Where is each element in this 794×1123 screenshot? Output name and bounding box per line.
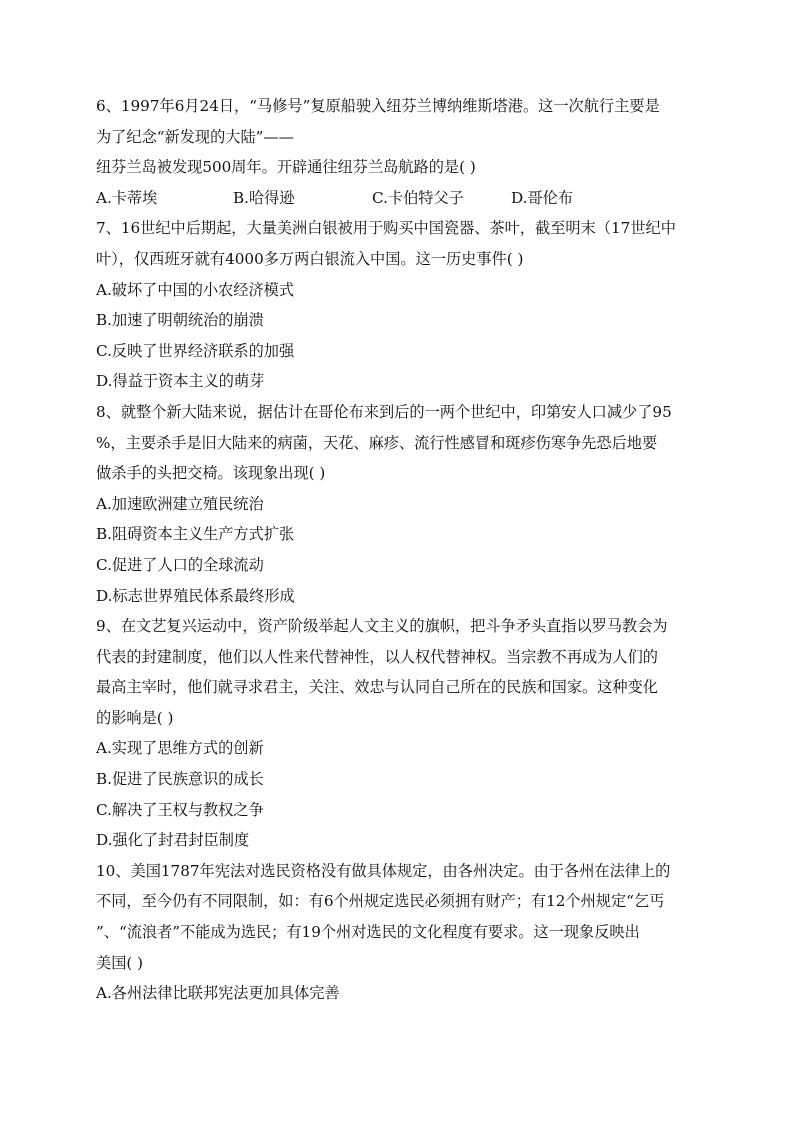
option-a: A.加速欧洲建立殖民统治 xyxy=(96,494,264,513)
option-a: A.卡蒂埃 xyxy=(96,188,158,207)
question-stem-line: ”、“流浪者”不能成为选民；有19个州对选民的文化程度有要求。这一现象反映出 xyxy=(96,923,640,942)
option-b: B.促进了民族意识的成长 xyxy=(96,770,264,789)
question-stem-line: 不同，至今仍有不同限制，如：有6个州规定选民必须拥有财产；有12个州规定“乞丐 xyxy=(96,892,665,911)
question-stem-line: %，主要杀手是旧大陆来的病菌，天花、麻疹、流行性感冒和斑疹伤寒争先恐后地要 xyxy=(96,433,658,452)
question-list xyxy=(96,91,706,1009)
option-a: A.实现了思维方式的创新 xyxy=(96,739,264,758)
option-c: C.卡伯特父子 xyxy=(372,188,464,207)
option-c: C.促进了人口的全球流动 xyxy=(96,555,264,574)
question-stem-line: 7、16世纪中后期起，大量美洲白银被用于购买中国瓷器、茶叶，截至明末（17世纪中 xyxy=(96,219,676,238)
option-a: A.各州法律比联邦宪法更加具体完善 xyxy=(96,984,340,1003)
question-stem-line: 纽芬兰岛被发现500周年。开辟通往纽芬兰岛航路的是( ) xyxy=(96,158,476,177)
option-a: A.破坏了中国的小农经济模式 xyxy=(96,280,295,299)
question-stem-line: 10、美国1787年宪法对选民资格没有做具体规定，由各州决定。由于各州在法律上的 xyxy=(96,861,671,880)
option-b: B.加速了明朝统治的崩溃 xyxy=(96,311,264,330)
option-b: B.哈得逊 xyxy=(233,188,295,207)
question-stem-line: 6、1997年6月24日，“马修号”复原船驶入纽芬兰博纳维斯塔港。这一次航行主要是 xyxy=(96,97,660,115)
question-stem-line: 的影响是( ) xyxy=(96,708,174,727)
question-10 xyxy=(96,856,706,1009)
option-d: D.强化了封君封臣制度 xyxy=(96,831,250,850)
option-c: C.反映了世界经济联系的加强 xyxy=(96,341,295,360)
question-stem-line: 叶），仅西班牙就有4000多万两白银流入中国。这一历史事件( ) xyxy=(96,249,524,268)
question-7 xyxy=(96,213,706,397)
option-d: D.标志世界殖民体系最终形成 xyxy=(96,586,295,605)
option-c: C.解决了王权与教权之争 xyxy=(96,800,264,819)
option-row xyxy=(96,183,706,214)
question-stem-line: 为了纪念“新发现的大陆”—— xyxy=(96,127,294,146)
question-stem-line: 最高主宰时，他们就寻求君主，关注、效忠与认同自己所在的民族和国家。这种变化 xyxy=(96,678,658,697)
option-b: B.阻碍资本主义生产方式扩张 xyxy=(96,525,295,544)
option-d: D.得益于资本主义的萌芽 xyxy=(96,372,265,391)
question-6 xyxy=(96,91,706,213)
question-8 xyxy=(96,397,706,611)
question-stem-line: 代表的封建制度，他们以人性来代替神性，以人权代替神权。当宗教不再成为人们的 xyxy=(96,647,658,666)
question-stem-line: 8、就整个新大陆来说，据估计在哥伦布来到后的一两个世纪中，印第安人口减少了95 xyxy=(96,402,672,421)
question-stem-line: 美国( ) xyxy=(96,953,144,972)
option-d: D.哥伦布 xyxy=(511,188,574,207)
question-stem-line: 9、在文艺复兴运动中，资产阶级举起人文主义的旗帜，把斗争矛头直指以罗马教会为 xyxy=(96,617,668,636)
question-stem-line: 做杀手的头把交椅。该现象出现( ) xyxy=(96,464,326,483)
question-9 xyxy=(96,611,706,856)
